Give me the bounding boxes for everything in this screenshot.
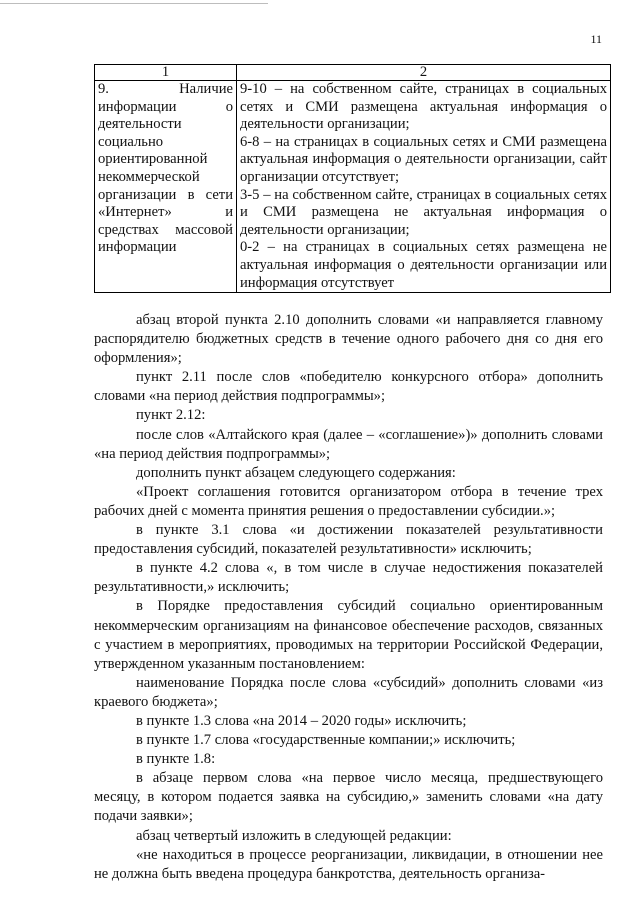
paragraph: в пункте 4.2 слова «, в том числе в случае недостижения показателей результативности,» исключить; <box>94 560 603 596</box>
score-item: 9-10 – на собственном сайте, страницах в социальных сетях и СМИ размещена актуальная информация о деятельности организации; <box>240 81 607 133</box>
paragraph: в пункте 3.1 слова «и достижении показателей результативности предоставления субсидий, показателей результативности» исключить; <box>94 522 603 558</box>
paragraph: в пункте 1.7 слова «государственные компании;» исключить; <box>136 732 516 749</box>
paragraph: в пункте 1.8: <box>136 751 216 768</box>
table-row <box>95 81 611 293</box>
paragraph: дополнить пункт абзацем следующего содержания: <box>136 464 456 481</box>
paragraph: в Порядке предоставления субсидий социально ориентированным некоммерческим организациям на финансовое обеспечение расходов, связанных с участием в мероприятиях, проводимых на территории Российской Федерации, утвержденном указанным постановлением: <box>94 598 603 672</box>
paragraph: абзац четвертый изложить в следующей редакции: <box>136 827 452 844</box>
table-header-col-2: 2 <box>237 65 611 81</box>
paragraph: после слов «Алтайского края (далее – «соглашение»)» дополнить словами «на период действия подпрограммы»; <box>94 426 603 462</box>
paragraph: пункт 2.11 после слов «победителю конкурсного отбора» дополнить словами «на период действия подпрограммы»; <box>94 369 603 405</box>
criterion-cell: 9. Наличие информации о деятельности социально ориентированной некоммерческой организации в сети «Интернет» и средствах массовой информации <box>95 81 237 293</box>
paragraph: «Проект соглашения готовится организатором отбора в течение трех рабочих дней с момента принятия решения о предоставлении субсидии.»; <box>94 483 603 519</box>
table-header-row <box>95 65 611 81</box>
score-item: 3-5 – на собственном сайте, страницах в социальных сетях и СМИ размещена не актуальная информация о деятельности организации; <box>240 186 607 238</box>
table-header-col-1: 1 <box>95 65 237 81</box>
paragraph: наименование Порядка после слова «субсидий» дополнить словами «из краевого бюджета»; <box>94 674 603 710</box>
page-number: 11 <box>590 32 602 46</box>
paragraph: в пункте 1.3 слова «на 2014 – 2020 годы» исключить; <box>136 712 467 729</box>
paragraph: в абзаце первом слова «на первое число месяца, предшествующего месяцу, в котором подается заявка на субсидию,» заменить словами «на дату подачи заявки»; <box>94 770 603 825</box>
criteria-table <box>94 64 611 293</box>
paragraph: пункт 2.12: <box>136 407 206 424</box>
score-item: 0-2 – на страницах в социальных сетях размещена не актуальная информация о деятельности организации или информация отсутствует <box>240 239 607 291</box>
paragraph: абзац второй пункта 2.10 дополнить словами «и направляется главному распорядителю бюджетных средств в течение одного рабочего дня со дня его оформления»; <box>94 312 603 367</box>
document-body <box>94 311 603 884</box>
top-scan-rule <box>0 3 268 4</box>
score-item: 6-8 – на страницах в социальных сетях и СМИ размещена актуальная информация о деятельности организации, сайт организации отсутствует; <box>240 133 607 185</box>
paragraph: «не находиться в процессе реорганизации, ликвидации, в отношении нее не должна быть введена процедура банкротства, деятельность организа- <box>94 846 603 882</box>
scores-cell <box>237 81 611 293</box>
